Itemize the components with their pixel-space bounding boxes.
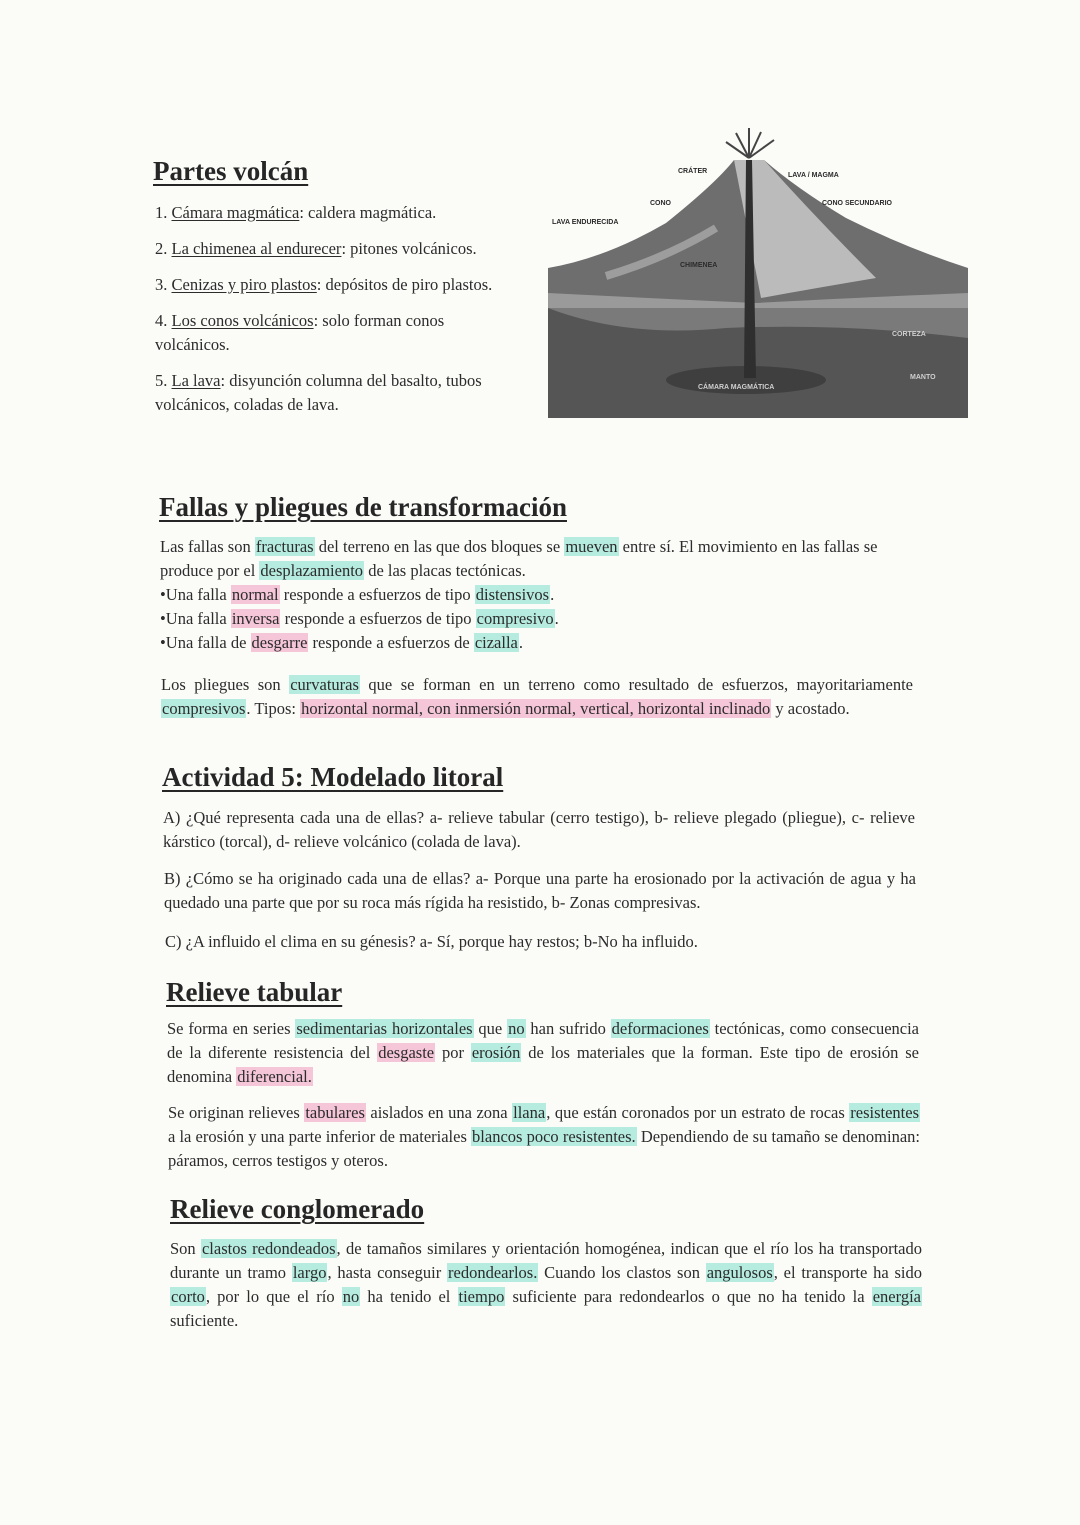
tabular-paragraph-1: Se forma en series sedimentarias horizontales que no han sufrido deformaciones tectónicas, como consecuencia de la diferente resistencia del desgaste por erosión de los materiales que la forman. Este tipo de erosión se denomina diferencial. [167, 1019, 919, 1086]
section-title-relieve-tabular: Relieve tabular [166, 977, 343, 1007]
section-title-partes-volcan: Partes volcán [153, 156, 309, 186]
section-title-fallas: Fallas y pliegues de transformación [159, 492, 567, 522]
label-corteza: CORTEZA [892, 331, 926, 338]
list-item: •Una falla de desgarre responde a esfuerzos de cizalla. [160, 633, 523, 652]
actividad-answer-c: C) ¿A influido el clima en su génesis? a- Sí, porque hay restos; b-No ha influido. [165, 932, 698, 951]
label-lava-magma: LAVA / MAGMA [788, 172, 839, 179]
label-crater: CRÁTER [678, 168, 708, 175]
list-item: 1. Cámara magmática: caldera magmática. [155, 203, 437, 222]
section-title-actividad: Actividad 5: Modelado litoral [162, 762, 504, 792]
conglomerado-paragraph: Son clastos redondeados, de tamaños similares y orientación homogénea, indican que el río los ha transportado durante un tramo largo, hasta conseguir redondearlos. Cuando los clastos son angulosos, el transporte ha sido corto, por lo que el río no ha tenido el tiempo suficiente para redondearlos o que no ha tenido la energía suficiente. [170, 1239, 922, 1330]
label-camara-magmatica: CÁMARA MAGMÁTICA [698, 384, 775, 391]
volcano-diagram [546, 128, 970, 424]
section-title-relieve-conglomerado: Relieve conglomerado [170, 1194, 425, 1224]
list-item: 2. La chimenea al endurecer: pitones volcánicos. [155, 239, 477, 258]
actividad-answer-a: A) ¿Qué representa cada una de ellas? a- relieve tabular (cerro testigo), b- relieve plegado (pliegue), c- relieve kárstico (torcal), d- relieve volcánico (colada de lava). [163, 808, 915, 851]
fallas-paragraph: Las fallas son fracturas del terreno en las que dos bloques se mueven entre sí. El movimiento en las fallas se produce por el desplazamiento de las placas tectónicas. •Una falla normal responde a esfuerzos de tipo distensivos. •Una falla inversa responde a esfuerzos de tipo compresivo. •Una falla de desgarre responde a esfuerzos de cizalla. [160, 535, 912, 655]
list-item: 3. Cenizas y piro plastos: depósitos de piro plastos. [155, 275, 493, 294]
actividad-answer-b: B) ¿Cómo se ha originado cada una de ellas? a- Porque una parte ha erosionado por la activación de agua y ha quedado una parte que por su roca más rígida ha resistido, b- Zonas compresivas. [164, 869, 916, 912]
list-item: 4. Los conos volcánicos: solo forman conos volcánicos. [155, 311, 445, 354]
label-manto: MANTO [910, 374, 936, 381]
label-lava-endurecida: LAVA ENDURECIDA [552, 219, 619, 226]
label-cono: CONO [650, 200, 671, 207]
volcano-parts-list [155, 201, 497, 429]
tabular-paragraph-2: Se originan relieves tabulares aislados en una zona llana, que están coronados por un estrato de rocas resistentes a la erosión y una parte inferior de materiales blancos poco resistentes. Dependiendo de su tamaño se denominan: páramos, cerros testigos y oteros. [168, 1103, 921, 1170]
label-cono-secundario: CONO SECUNDARIO [822, 200, 893, 207]
eruption [726, 128, 774, 158]
pliegues-paragraph: Los pliegues son curvaturas que se forman en un terreno como resultado de esfuerzos, mayoritariamente compresivos. Tipos: horizontal normal, con inmersión normal, vertical, horizontal inclinado y acostado. [161, 675, 913, 718]
list-item: •Una falla inversa responde a esfuerzos de tipo compresivo. [160, 609, 559, 628]
label-chimenea: CHIMENEA [680, 262, 718, 269]
list-item: 5. La lava: disyunción columna del basalto, tubos volcánicos, coladas de lava. [155, 371, 482, 414]
list-item: •Una falla normal responde a esfuerzos de tipo distensivos. [160, 585, 555, 604]
